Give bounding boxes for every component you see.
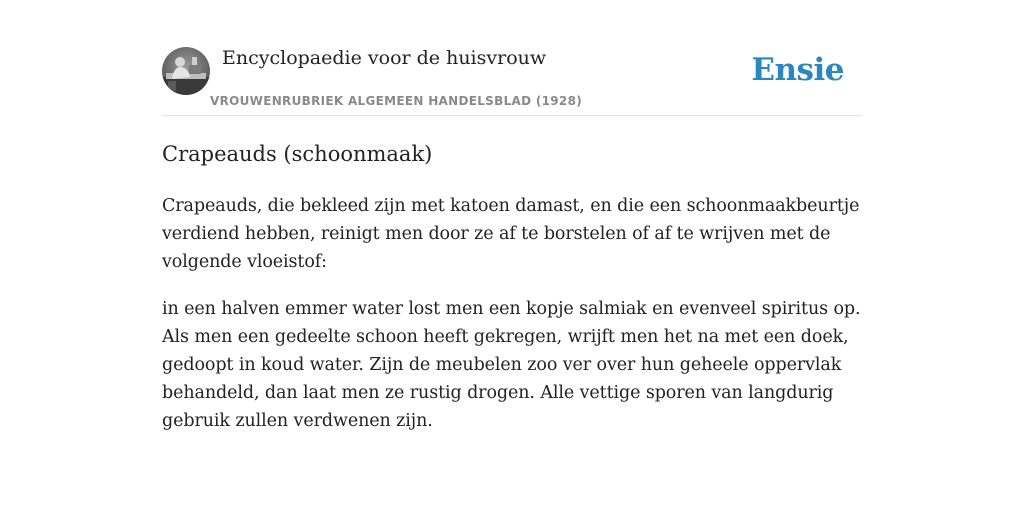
source-title[interactable]: Encyclopaedie voor de huisvrouw: [222, 47, 547, 69]
source-subtitle: VROUWENRUBRIEK ALGEMEEN HANDELSBLAD (1928): [210, 94, 583, 108]
article-title: Crapeauds (schoonmaak): [162, 142, 433, 166]
article-paragraph: in een halven emmer water lost men een kopje salmiak en evenveel spiritus op. Als men een gedeelte schoon heeft gekregen, wrijft men het na met een doek, gedoopt in koud water. Zijn de meubelen zoo ver over hun geheele oppervlak behandeld, dan laat men ze rustig drogen. Alle vettige sporen van langdurig gebruik zullen verdwenen zijn.: [162, 299, 861, 431]
article: [162, 138, 862, 435]
ensie-logo[interactable]: Ensie: [751, 52, 844, 88]
avatar-photo-icon: [162, 47, 210, 95]
source-avatar[interactable]: [162, 47, 210, 95]
article-paragraph: Crapeauds, die bekleed zijn met katoen damast, en die een schoonmaakbeurtje verdiend hebben, reinigt men door ze af te borstelen of af te wrijven met de volgende vloeistof:: [162, 196, 860, 272]
source-header: [162, 46, 862, 116]
